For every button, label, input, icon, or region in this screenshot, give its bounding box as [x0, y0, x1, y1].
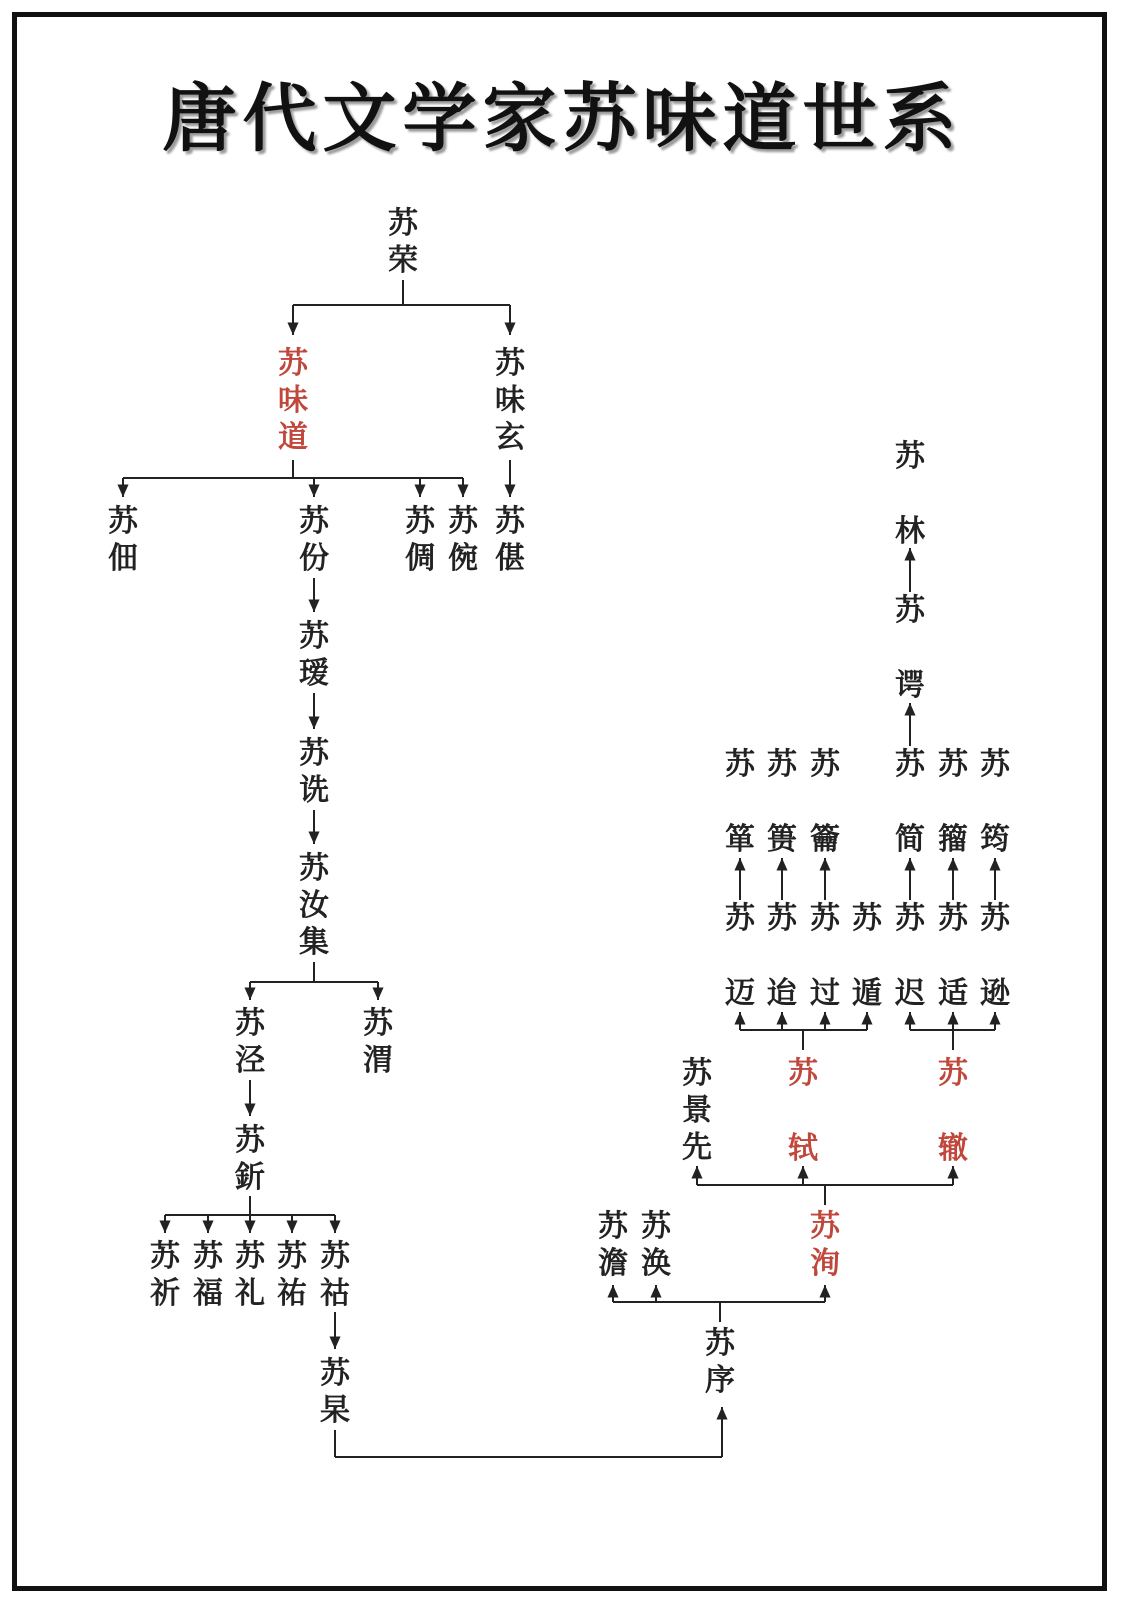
- name-char: 苏: [980, 901, 1010, 936]
- person-su-fen: [299, 503, 329, 577]
- person-su-gu: [320, 1238, 350, 1312]
- person-su-guo: [810, 900, 840, 1012]
- name-char: 逊: [980, 976, 1010, 1011]
- person-su-dun: [852, 900, 882, 1012]
- person-su-jian: [895, 746, 925, 858]
- name-char: 苏: [405, 504, 435, 539]
- name-char: 过: [810, 976, 840, 1011]
- person-su-jun: [980, 746, 1010, 858]
- name-char: 迈: [725, 976, 755, 1011]
- name-char: 遁: [852, 976, 882, 1011]
- name-char: 苏: [388, 206, 418, 241]
- person-su-ai: [299, 618, 329, 692]
- name-char: 祐: [277, 1276, 307, 1311]
- person-su-shi2: [938, 900, 968, 1012]
- name-char: 景: [682, 1093, 712, 1128]
- name-char: 诜: [299, 773, 329, 808]
- name-char: 林: [895, 514, 925, 549]
- name-char: 苏: [320, 1239, 350, 1274]
- name-char: 苏: [788, 1056, 818, 1091]
- person-su-weixuan: [495, 345, 525, 456]
- name-char: 苏: [810, 901, 840, 936]
- person-su-rong: [388, 205, 418, 279]
- person-su-hu: [277, 1238, 307, 1312]
- person-su-weidao: [278, 345, 308, 456]
- name-char: 洵: [810, 1246, 840, 1281]
- name-char: 苏: [299, 619, 329, 654]
- name-char: 谔: [895, 668, 925, 703]
- name-char: 籀: [938, 822, 968, 857]
- name-char: 苏: [767, 901, 797, 936]
- name-char: 味: [278, 383, 308, 418]
- name-char: 倇: [448, 541, 478, 576]
- name-char: 杲: [320, 1393, 350, 1428]
- name-char: 序: [705, 1363, 735, 1398]
- name-char: 苏: [938, 901, 968, 936]
- name-char: 佃: [108, 541, 138, 576]
- name-char: 汝: [299, 888, 329, 923]
- name-char: 祜: [320, 1276, 350, 1311]
- person-su-chou: [405, 503, 435, 577]
- name-char: 味: [495, 383, 525, 418]
- name-char: 苏: [810, 747, 840, 782]
- name-char: 苏: [299, 736, 329, 771]
- person-su-li: [235, 1238, 265, 1312]
- name-char: 玄: [495, 420, 525, 455]
- person-su-e: [895, 592, 925, 704]
- person-su-zhe: [938, 1055, 968, 1167]
- name-char: 苏: [725, 747, 755, 782]
- name-char: 苏: [235, 1239, 265, 1274]
- name-char: 道: [278, 420, 308, 455]
- name-char: 苏: [938, 747, 968, 782]
- person-su-fu: [193, 1238, 223, 1312]
- name-char: 辙: [938, 1131, 968, 1166]
- name-char: 苏: [235, 1123, 265, 1158]
- name-char: 迨: [767, 976, 797, 1011]
- person-su-xian: [299, 735, 329, 809]
- person-su-gao: [320, 1355, 350, 1429]
- name-char: 苏: [598, 1209, 628, 1244]
- name-char: 苏: [278, 346, 308, 381]
- person-su-jing: [235, 1005, 265, 1079]
- person-su-xun2: [980, 900, 1010, 1012]
- name-char: 迟: [895, 976, 925, 1011]
- name-char: 祈: [150, 1276, 180, 1311]
- person-su-fu2: [767, 746, 797, 858]
- name-char: 苏: [895, 593, 925, 628]
- person-su-xu: [705, 1325, 735, 1399]
- person-su-kan: [495, 503, 525, 577]
- name-char: 苏: [980, 747, 1010, 782]
- name-char: 轼: [788, 1131, 818, 1166]
- name-char: 苏: [852, 901, 882, 936]
- person-su-lin: [895, 438, 925, 550]
- person-su-chi: [895, 900, 925, 1012]
- name-char: 筠: [980, 822, 1010, 857]
- name-char: 渭: [363, 1043, 393, 1078]
- name-char: 籥: [810, 822, 840, 857]
- person-su-zhou: [938, 746, 968, 858]
- name-char: 苏: [363, 1006, 393, 1041]
- name-char: 釿: [235, 1160, 265, 1195]
- name-char: 涣: [641, 1246, 671, 1281]
- name-char: 泾: [235, 1043, 265, 1078]
- name-char: 苏: [725, 901, 755, 936]
- person-su-wan: [448, 503, 478, 577]
- name-char: 份: [299, 541, 329, 576]
- name-char: 福: [193, 1276, 223, 1311]
- name-char: 篑: [767, 822, 797, 857]
- person-su-dian: [108, 503, 138, 577]
- name-char: 苏: [810, 1209, 840, 1244]
- name-char: 苏: [495, 346, 525, 381]
- name-char: 苏: [705, 1326, 735, 1361]
- name-char: 苏: [895, 439, 925, 474]
- person-su-jingxian: [682, 1055, 712, 1166]
- name-char: 苏: [193, 1239, 223, 1274]
- person-su-ruji: [299, 850, 329, 961]
- person-su-qi: [150, 1238, 180, 1312]
- name-char: 礼: [235, 1276, 265, 1311]
- name-char: 苏: [108, 504, 138, 539]
- name-char: 苏: [299, 504, 329, 539]
- name-char: 荣: [388, 243, 418, 278]
- name-char: 苏: [277, 1239, 307, 1274]
- person-su-shi: [788, 1055, 818, 1167]
- name-char: 苏: [150, 1239, 180, 1274]
- name-char: 苏: [299, 851, 329, 886]
- name-char: 苏: [895, 747, 925, 782]
- name-char: 苏: [938, 1056, 968, 1091]
- person-su-huan: [641, 1208, 671, 1282]
- person-su-wei: [363, 1005, 393, 1079]
- name-char: 瑷: [299, 656, 329, 691]
- person-su-xun: [810, 1208, 840, 1282]
- name-char: 苏: [767, 747, 797, 782]
- name-char: 苏: [895, 901, 925, 936]
- name-char: 苏: [235, 1006, 265, 1041]
- name-char: 苏: [682, 1056, 712, 1091]
- person-su-dai: [767, 900, 797, 1012]
- diagram-title: 唐代文学家苏味道世系: [162, 76, 963, 162]
- person-su-dan2: [725, 746, 755, 858]
- person-su-mai: [725, 900, 755, 1012]
- name-char: 简: [895, 822, 925, 857]
- name-char: 偡: [495, 541, 525, 576]
- name-char: 适: [938, 976, 968, 1011]
- name-char: 苏: [320, 1356, 350, 1391]
- name-char: 箪: [725, 822, 755, 857]
- name-char: 先: [682, 1130, 712, 1165]
- person-su-dan: [598, 1208, 628, 1282]
- name-char: 倜: [405, 541, 435, 576]
- person-su-yue: [810, 746, 840, 858]
- name-char: 苏: [495, 504, 525, 539]
- name-char: 苏: [448, 504, 478, 539]
- person-su-xin: [235, 1122, 265, 1196]
- name-char: 集: [299, 925, 329, 960]
- name-char: 苏: [641, 1209, 671, 1244]
- name-char: 澹: [598, 1246, 628, 1281]
